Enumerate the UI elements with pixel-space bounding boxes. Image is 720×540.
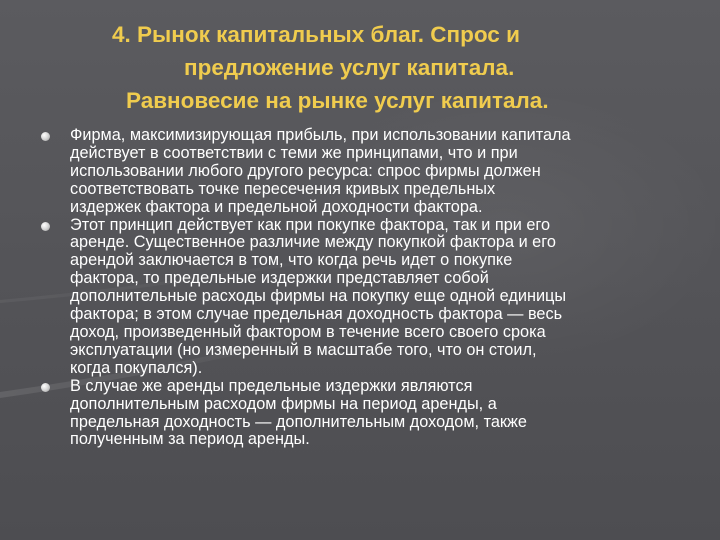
bullet-line: Этот принцип действует как при покупке фактора, так и при его — [70, 215, 551, 234]
bullet-line: когда покупался). — [70, 358, 203, 377]
bullet-line: арендой заключается в том, что когда речь идет о покупке — [70, 251, 513, 270]
bullet-line: аренде. Существенное различие между покупкой фактора и его — [70, 233, 556, 252]
bullet-line: полученным за период аренды. — [70, 430, 310, 449]
bullet-line: дополнительным расходом фирмы на период аренды, а — [70, 394, 497, 413]
bullet-text — [70, 217, 700, 378]
bullet-line: предельная доходность — дополнительным доходом, также — [70, 412, 527, 431]
slide-title — [30, 18, 670, 117]
title-line-2: предложение услуг капитала. — [184, 55, 515, 80]
bullet-line: издержек фактора и предельной доходности фактора. — [70, 197, 483, 216]
title-line-1: 4. Рынок капитальных благ. Спрос и — [112, 22, 520, 47]
bullet-dot-icon — [41, 383, 50, 392]
bullet-text — [70, 378, 700, 450]
bullet-line: фактора; в этом случае предельная доходность фактора — весь — [70, 305, 563, 324]
bullet-text — [70, 127, 700, 217]
bullet-line: Фирма, максимизирующая прибыль, при использовании капитала — [70, 126, 571, 144]
bullet-item — [40, 217, 700, 378]
bullet-item — [40, 127, 700, 217]
bullet-line: действует в соответствии с теми же принципами, что и при — [70, 143, 518, 162]
bullet-dot-icon — [41, 222, 50, 231]
bullet-dot-icon — [41, 132, 50, 141]
bullet-line: доход, произведенный фактором в течение всего своего срока — [70, 322, 546, 341]
bullet-line: дополнительные расходы фирмы на покупку еще одной единицы — [70, 287, 567, 306]
bullet-line: использовании любого другого ресурса: спрос фирмы должен — [70, 161, 541, 180]
bullet-line: эксплуатации (но измеренный в масштабе того, что он стоил, — [70, 340, 537, 359]
bullet-line: соответствовать точке пересечения кривых предельных — [70, 179, 496, 198]
bullet-line: фактора, то предельные издержки представляет собой — [70, 269, 489, 288]
bullet-line: В случае же аренды предельные издержки являются — [70, 376, 473, 395]
bullet-list — [40, 127, 700, 449]
bullet-item — [40, 378, 700, 450]
title-line-3: Равновесие на рынке услуг капитала. — [126, 88, 549, 113]
